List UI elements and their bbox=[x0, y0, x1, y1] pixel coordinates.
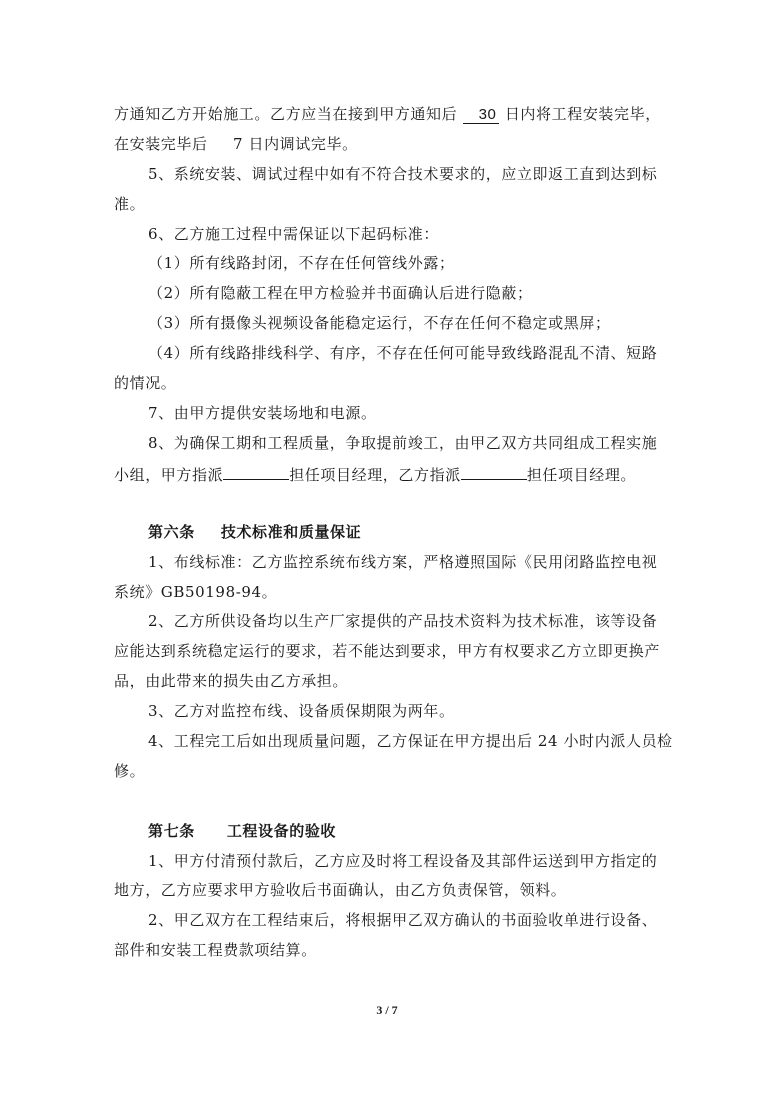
article-7-item-2: 2、甲乙双方在工程结束后，将根据甲乙双方确认的书面验收单进行设备、 bbox=[148, 911, 658, 929]
text-line: 小组，甲方指派 担任项目经理，乙方指派 担任项目经理。 bbox=[114, 463, 636, 485]
blank-line bbox=[461, 463, 527, 480]
article-6-item-4: 4、工程完工后如出现质量问题，乙方保证在甲方提出后 24 小时内派人员检 bbox=[148, 732, 673, 750]
text-line: 方通知乙方开始施工。乙方应当在接到甲方通知后 30 日内将工程安装完毕， bbox=[114, 105, 661, 123]
clause-8: 8、为确保工期和工程质量，争取提前竣工，由甲乙双方共同组成工程实施 bbox=[148, 434, 658, 452]
text-line: 地方，乙方应要求甲方验收后书面确认，由乙方负责保管，领料。 bbox=[114, 881, 567, 899]
text-line: 系统》GB50198-94。 bbox=[114, 583, 278, 601]
subclause-3: （3）所有摄像头视频设备能稳定运行，不存在任何不稳定或黑屏； bbox=[148, 314, 611, 332]
text-line: 修。 bbox=[114, 762, 146, 780]
subclause-1: （1）所有线路封闭，不存在任何管线外露； bbox=[148, 254, 455, 272]
text-line: 准。 bbox=[114, 195, 146, 213]
article-6-item-1: 1、布线标准：乙方监控系统布线方案，严格遵照国际《民用闭路监控电视 bbox=[148, 553, 658, 571]
blank-line bbox=[223, 463, 289, 480]
text-line: 部件和安装工程费款项结算。 bbox=[114, 941, 317, 959]
text-line: 品，由此带来的损失由乙方承担。 bbox=[114, 672, 349, 690]
subclause-4: （4）所有线路排线科学、有序，不存在任何可能导致线路混乱不清、短路 bbox=[148, 344, 658, 362]
article-6-item-3: 3、乙方对监控布线、设备质保期限为两年。 bbox=[148, 702, 455, 720]
text-line: 应能达到系统稳定运行的要求，若不能达到要求，甲方有权要求乙方立即更换产 bbox=[114, 642, 661, 660]
article-7-heading: 第七条 工程设备的验收 bbox=[148, 822, 337, 840]
page-number: 3 / 7 bbox=[376, 1003, 398, 1017]
text-line: 在安装完毕后 7 日内调试完毕。 bbox=[114, 135, 358, 153]
subclause-2: （2）所有隐蔽工程在甲方检验并书面确认后进行隐蔽； bbox=[148, 284, 533, 302]
article-7-item-1: 1、甲方付清预付款后，乙方应及时将工程设备及其部件运送到甲方指定的 bbox=[148, 852, 658, 870]
clause-5: 5、系统安装、调试过程中如有不符合技术要求的，应立即返工直到达到标 bbox=[148, 165, 658, 183]
days-underlined-value: 30 bbox=[463, 107, 500, 124]
text-line: 的情况。 bbox=[114, 374, 177, 392]
clause-7: 7、由甲方提供安装场地和电源。 bbox=[148, 404, 377, 422]
clause-6: 6、乙方施工过程中需保证以下起码标准： bbox=[148, 225, 439, 243]
article-6-heading: 第六条 技术标准和质量保证 bbox=[148, 523, 362, 541]
article-6-item-2: 2、乙方所供设备均以生产厂家提供的产品技术资料为技术标准，该等设备 bbox=[148, 612, 658, 630]
